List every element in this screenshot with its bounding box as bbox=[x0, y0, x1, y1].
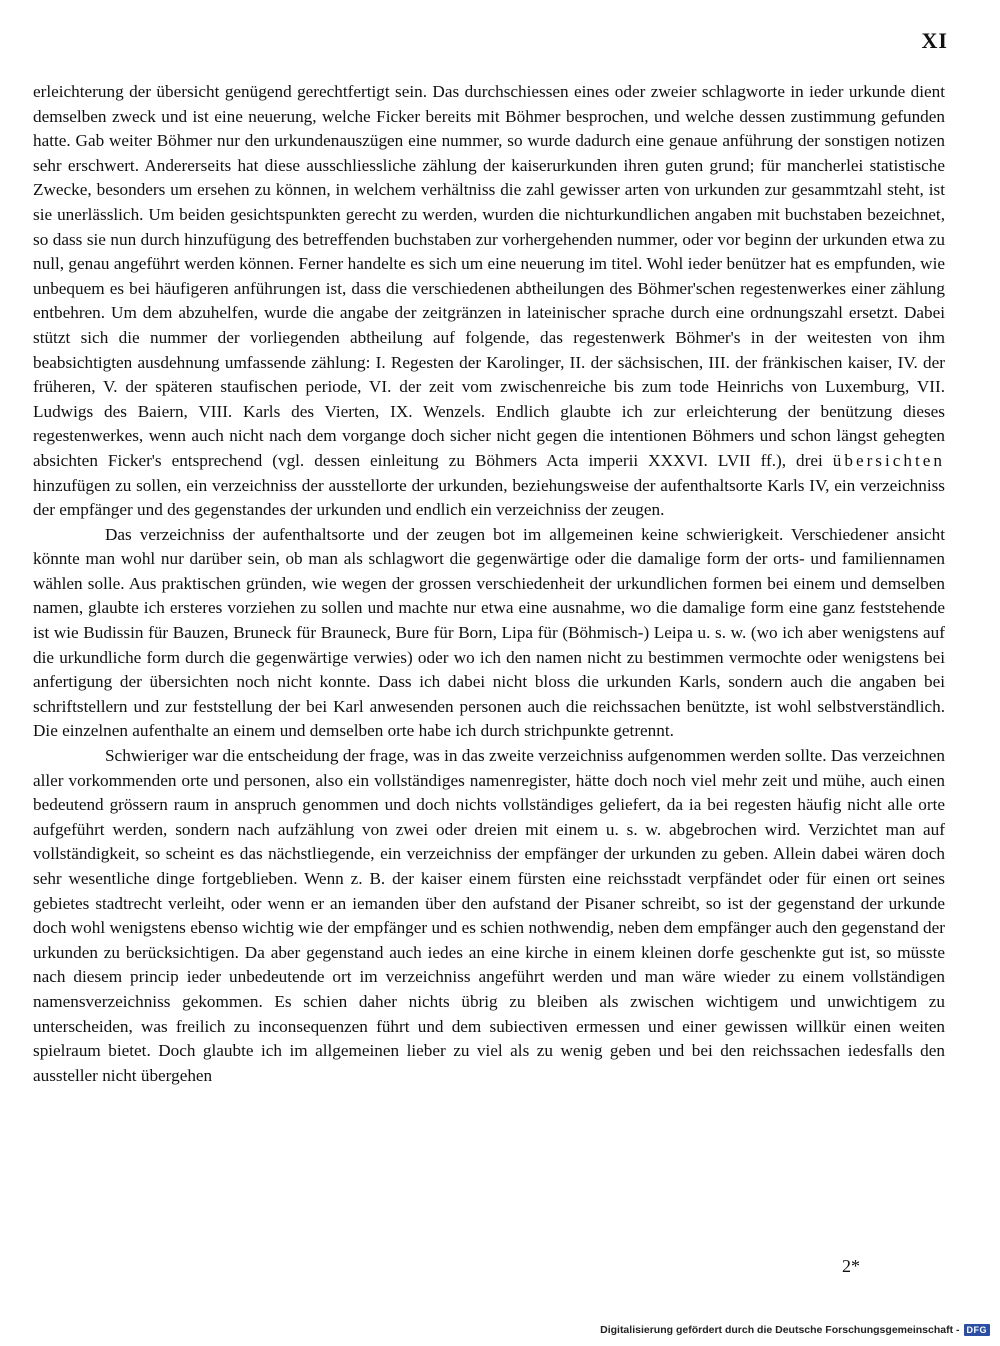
paragraph bbox=[33, 523, 945, 744]
footer-credit bbox=[600, 1324, 990, 1336]
paragraph-text: hinzufügen zu sollen, ein verzeichniss der ausstellorte der urkunden, beziehungsweise der aufenthaltsorte Karls IV, ein verzeichniss der empfänger und des gegenstandes der urkunden und endlich ein verzeichniss der zeugen. bbox=[33, 475, 945, 520]
paragraph-text: erleichterung der übersicht genügend gerechtfertigt sein. Das durchschiessen eines oder zweier schlagworte in ieder urkunde dient demselben zweck und ist eine neuerung, welche Ficker bereits mit Böhmer besprochen, und welche dessen zustimmung gefunden hatte. Gab weiter Böhmer nur den urkundenauszügen eine nummer, so wurde dadurch eine genaue anführung der sonstigen notizen sehr erschwert. Andererseits hat diese ausschliessliche zählung der kaiserurkunden ihren guten grund; für mancherlei statistische Zwecke, besonders um ersehen zu können, in welchem verhältniss die zahl gewisser arten von urkunden zur gesammtzahl steht, ist sie unerlässlich. Um beiden gesichtspunkten gerecht zu werden, wurden die nichturkundlichen angaben mit buchstaben bezeichnet, so dass sie nun durch hinzufügung des betreffenden buchstaben zur vorhergehenden nummer, oder vor beginn der urkunden etwa zu null, genau angeführt werden können. Ferner handelte es sich um eine neuerung im titel. Wohl ieder benützer hat es empfunden, wie unbequem es bei häufigeren anführungen ist, dass die verschiedenen abtheilungen des Böhmer'schen regestenwerkes einer zählung entbehren. Um dem abzuhelfen, wurde die angabe der zeitgränzen in lateinischer sprache durch eine ordnungszahl ersetzt. Dabei stützt sich die nummer der vorliegenden abtheilung auf folgende, das regestenwerk Böhmer's in der weitesten von ihm beabsichtigten ausdehnung umfassende zählung: I. Regesten der Karolinger, II. der sächsischen, III. der fränkischen kaiser, IV. der früheren, V. der späteren staufischen periode, VI. der zeit vom zwischenreiche bis zum tode Heinrichs von Luxemburg, VII. Ludwigs des Baiern, VIII. Karls des Vierten, IX. Wenzels. Endlich glaubte ich zur erleichterung der benützung dieses regestenwerkes, wenn auch nicht nach dem vorgange doch sicher nicht gegen die intentionen Böhmers und schon längst gehegten absichten Ficker's entsprechend (vgl. dessen einleitung zu Böhmers Acta imperii XXXVI. LVII ff.), drei bbox=[33, 82, 945, 470]
signature-mark: 2* bbox=[842, 1256, 860, 1276]
paragraph-text: Das verzeichniss der aufenthaltsorte und der zeugen bot im allgemeinen keine schwierigkeit. Verschiedener ansicht könnte man wohl nur darüber sein, ob man als schlagwort die gegenwärtige oder die damalige form der orts- und familiennamen wählen solle. Aus praktischen gründen, wie wegen der grossen verschiedenheit der urkundlichen formen bei einem und demselben namen, glaubte ich ersteres vorziehen zu sollen und machte nur etwa eine ausnahme, wo die damalige form eine ganz feststehende ist wie Budissin für Bauzen, Bruneck für Brauneck, Bure für Born, Lipa für (Böhmisch-) Leipa u. s. w. (wo ich aber wenigstens auf die urkundliche form durch die gegenwärtige verwies) oder wo ich den namen nicht zu bestimmen vermochte oder wenigstens bei anfertigung der übersichten noch nicht konnte. Dass ich dabei nicht bloss die urkunden Karls, sondern auch die angaben bei schriftstellern und zur feststellung der bei Karl anwesenden personen auch die reichssachen benützte, ist wohl selbstverständlich. Die einzelnen aufenthalte an einem und demselben orte habe ich durch strichpunkte getrennt. bbox=[33, 524, 945, 741]
dfg-logo: DFG bbox=[964, 1324, 991, 1336]
paragraph bbox=[33, 80, 945, 523]
paragraph-text: Schwieriger war die entscheidung der frage, was in das zweite verzeichniss aufgenommen werden sollte. Das verzeichnen aller vorkommenden orte und personen, also ein vollständiges namenregister, hätte doch noch viel mehr zeit und mühe, auch einen bedeutend grössern raum in anspruch genommen und doch nichts vollständiges geliefert, da ia bei regesten häufig nicht alle orte aufgeführt werden, sondern nach aufzählung von zwei oder dreien mit einem u. s. w. abgebrochen wird. Verzichtet man auf vollständigkeit, so scheint es das nächstliegende, ein verzeichniss der empfänger der urkunden zu geben. Allein dabei wären doch sehr wesentliche dinge fortgeblieben. Wenn z. B. der kaiser einem fürsten eine reichsstadt verpfändet oder für einen ort seines gebietes stadtrecht verleiht, oder wenn er an iemanden über den aufstand der Pisaner schreibt, so ist der gegenstand der urkunde doch wohl wenigstens ebenso wichtig wie der empfänger und es schien nothwendig, neben dem empfänger auch den gegenstand der urkunden zu berücksichtigen. Da aber gegenstand auch iedes an eine kirche in einem kleinen dorfe geschenkte gut ist, so müsste nach diesem princip ieder unbedeutende ort im verzeichniss angeführt werden und man wäre wieder zu einem vollständigen namensverzeichniss gekommen. Es schien daher nichts übrig zu bleiben als zwischen wichtigem und unwichtigem zu unterscheiden, was freilich zu inconsequenzen führt und dem subiectiven ermessen und einer gewissen willkür einen weiten spielraum bietet. Doch glaubte ich im allgemeinen lieber zu viel als zu wenig geben und bei den reichssachen iedesfalls den aussteller nicht übergehen bbox=[33, 746, 945, 1085]
document-body bbox=[33, 80, 945, 1088]
footer-text: Digitalisierung gefördert durch die Deutsche Forschungsgemeinschaft - bbox=[600, 1324, 960, 1336]
emphasized-text: übersichten bbox=[832, 450, 945, 470]
paragraph bbox=[33, 744, 945, 1088]
page-number: XI bbox=[921, 28, 948, 53]
